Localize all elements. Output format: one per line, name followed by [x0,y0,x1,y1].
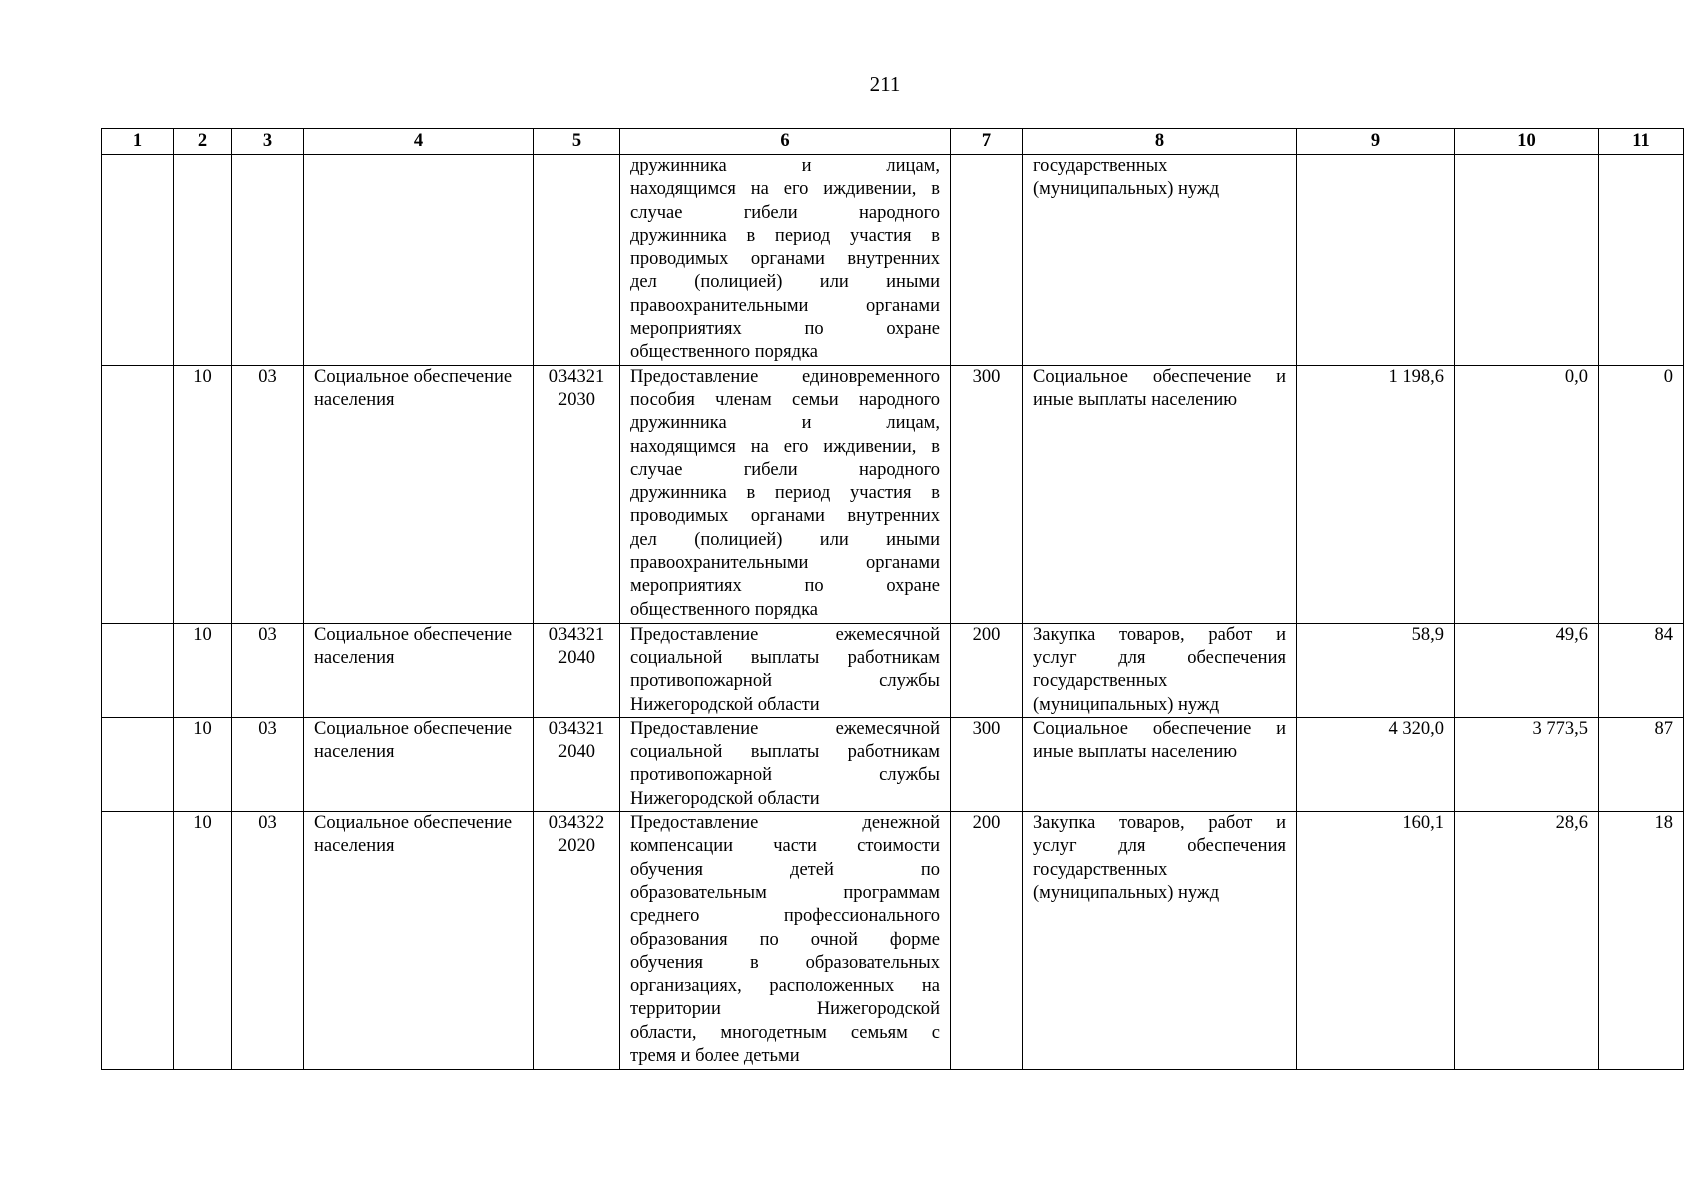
cell-expense-type [951,155,1023,366]
cell-expense-type-name-line: иные выплаты населению [1033,389,1238,410]
cell-expense-type-name-lines [1033,812,1286,905]
cell-purpose-description-line: Нижегородской области [630,788,820,809]
cell-expense-type-name-line: государственных [1033,156,1168,176]
cell-target-code-line: 2030 [558,389,595,410]
cell-purpose-description-line: Предоставление ежемесячной [630,718,940,739]
cell-purpose-description-line: правоохранительными органами [630,553,940,574]
cell-target-code-line: 2040 [558,742,595,763]
cell-actual-amount: 28,6 [1455,812,1599,1070]
table-row [102,623,1684,717]
header-col-10: 10 [1455,129,1599,155]
header-col-4: 4 [304,129,534,155]
cell-purpose-description-line: дружинника и лицам, [630,156,940,176]
cell-expense-type: 300 [951,717,1023,811]
header-row [102,129,1684,155]
cell-subsection: 03 [232,717,304,811]
header-col-1: 1 [102,129,174,155]
cell-purpose-description-line: территории Нижегородской [630,999,940,1020]
cell-expense-type-name-line: (муниципальных) нужд [1033,179,1220,200]
cell-expense-type-name-line: услуг для обеспечения [1033,647,1286,668]
cell-purpose-description-line: общественного порядка [630,599,819,620]
cell-percent: 0 [1599,365,1684,623]
cell-section-name: Социальное обеспечение населения [304,812,534,1070]
table-row [102,812,1684,1070]
cell-col-1 [102,717,174,811]
cell-purpose-description-line: Предоставление денежной [630,813,940,834]
cell-purpose-description-lines [630,155,940,365]
header-col-7: 7 [951,129,1023,155]
cell-expense-type-name [1023,365,1297,623]
cell-purpose-description [620,812,951,1070]
cell-purpose-description-line: дружинника в период участия в [630,483,940,504]
budget-table [101,128,1684,1070]
cell-col-1 [102,155,174,366]
header-col-9: 9 [1297,129,1455,155]
cell-purpose-description-line: среднего профессионального [630,906,940,927]
cell-section: 10 [174,812,232,1070]
cell-purpose-description-line: противопожарной службы [630,765,940,786]
cell-plan-amount: 58,9 [1297,623,1455,717]
cell-section-name: Социальное обеспечение населения [304,365,534,623]
cell-purpose-description-line: образования по очной форме [630,929,940,950]
cell-expense-type: 200 [951,623,1023,717]
cell-purpose-description-line: дел (полицией) или иными [630,529,940,550]
cell-expense-type-name [1023,623,1297,717]
header-col-5: 5 [534,129,620,155]
cell-purpose-description-lines [630,812,940,1068]
cell-purpose-description-line: социальной выплаты работникам [630,647,940,668]
cell-plan-amount: 160,1 [1297,812,1455,1070]
cell-plan-amount: 1 198,6 [1297,365,1455,623]
cell-percent [1599,155,1684,366]
cell-purpose-description-lines [630,366,940,622]
cell-purpose-description-line: тремя и более детьми [630,1046,800,1067]
cell-plan-amount: 4 320,0 [1297,717,1455,811]
cell-purpose-description-lines [630,624,940,717]
cell-expense-type-name-line: Социальное обеспечение и [1033,718,1286,739]
cell-actual-amount: 0,0 [1455,365,1599,623]
cell-col-1 [102,812,174,1070]
cell-purpose-description-line: случае гибели народного [630,202,940,223]
cell-purpose-description-line: дружинника в период участия в [630,225,940,246]
table-row [102,155,1684,366]
cell-purpose-description-line: Предоставление единовременного [630,366,940,387]
cell-purpose-description-line: проводимых органами внутренних [630,249,940,270]
cell-purpose-description-line: мероприятиях по охране [630,319,940,340]
cell-purpose-description-line: дел (полицией) или иными [630,272,940,293]
cell-section-name: Социальное обеспечение населения [304,717,534,811]
page-number: 211 [869,72,901,96]
cell-purpose-description-line: Предоставление ежемесячной [630,624,940,645]
cell-purpose-description-line: проводимых органами внутренних [630,506,940,527]
cell-purpose-description [620,365,951,623]
cell-col-1 [102,365,174,623]
cell-percent: 18 [1599,812,1684,1070]
cell-target-code [534,365,620,623]
cell-purpose-description-line: компенсации части стоимости [630,836,940,857]
cell-purpose-description [620,155,951,366]
cell-purpose-description-line: пособия членам семьи народного [630,389,940,410]
cell-expense-type: 300 [951,365,1023,623]
header-col-6: 6 [620,129,951,155]
cell-target-code-line: 034321 [548,624,605,645]
cell-purpose-description-line: мероприятиях по охране [630,576,940,597]
cell-target-code [534,717,620,811]
cell-expense-type: 200 [951,812,1023,1070]
cell-expense-type-name-line: Закупка товаров, работ и [1033,624,1286,645]
cell-expense-type-name [1023,155,1297,366]
cell-expense-type-name-line: (муниципальных) нужд [1033,694,1220,715]
cell-section: 10 [174,717,232,811]
cell-purpose-description-line: области, многодетным семьям с [630,1022,940,1043]
cell-target-code [534,155,620,366]
cell-purpose-description-line: Нижегородской области [630,694,820,715]
cell-purpose-description [620,623,951,717]
cell-expense-type-name-lines [1033,718,1286,765]
cell-actual-amount [1455,155,1599,366]
cell-section-name: Социальное обеспечение населения [304,623,534,717]
cell-purpose-description-line: случае гибели народного [630,459,940,480]
cell-purpose-description-line: противопожарной службы [630,671,940,692]
header-col-11: 11 [1599,129,1684,155]
cell-purpose-description-line: социальной выплаты работникам [630,742,940,763]
cell-target-code [534,623,620,717]
cell-subsection: 03 [232,812,304,1070]
cell-purpose-description-line: организациях, расположенных на [630,976,940,997]
cell-col-1 [102,623,174,717]
cell-section-name [304,155,534,366]
cell-expense-type-name-lines [1033,366,1286,413]
cell-expense-type-name-line: услуг для обеспечения [1033,836,1286,857]
cell-percent: 84 [1599,623,1684,717]
cell-expense-type-name-line: Закупка товаров, работ и [1033,813,1286,834]
cell-subsection: 03 [232,623,304,717]
cell-purpose-description-line: общественного порядка [630,342,819,363]
table-row [102,365,1684,623]
cell-actual-amount: 49,6 [1455,623,1599,717]
cell-expense-type-name-line: государственных [1033,859,1168,880]
cell-purpose-description-line: образовательным программам [630,882,940,903]
cell-expense-type-name-line: Социальное обеспечение и [1033,366,1286,387]
cell-purpose-description-line: дружинника и лицам, [630,413,940,434]
cell-expense-type-name-line: иные выплаты населению [1033,742,1238,763]
cell-expense-type-name-lines [1033,624,1286,717]
cell-target-code-line: 2020 [558,836,595,857]
cell-section [174,155,232,366]
cell-purpose-description-line: правоохранительными органами [630,295,940,316]
cell-purpose-description-line: находящимся на его иждивении, в [630,179,940,200]
header-col-2: 2 [174,129,232,155]
cell-purpose-description-line: находящимся на его иждивении, в [630,436,940,457]
cell-actual-amount: 3 773,5 [1455,717,1599,811]
cell-percent: 87 [1599,717,1684,811]
cell-purpose-description-line: обучения в образовательных [630,952,940,973]
cell-target-code-line: 034322 [548,813,605,834]
cell-plan-amount [1297,155,1455,366]
cell-section: 10 [174,365,232,623]
cell-expense-type-name-line: (муниципальных) нужд [1033,882,1220,903]
header-col-8: 8 [1023,129,1297,155]
cell-expense-type-name [1023,812,1297,1070]
cell-subsection [232,155,304,366]
cell-target-code-line: 034321 [548,366,605,387]
cell-section: 10 [174,623,232,717]
cell-expense-type-name-line: государственных [1033,671,1168,692]
cell-expense-type-name [1023,717,1297,811]
cell-purpose-description [620,717,951,811]
cell-purpose-description-line: обучения детей по [630,859,940,880]
table-row [102,717,1684,811]
cell-purpose-description-lines [630,718,940,811]
cell-subsection: 03 [232,365,304,623]
header-col-3: 3 [232,129,304,155]
cell-target-code-line: 2040 [558,647,595,668]
cell-target-code [534,812,620,1070]
cell-expense-type-name-lines [1033,155,1286,202]
cell-target-code-line: 034321 [548,718,605,739]
